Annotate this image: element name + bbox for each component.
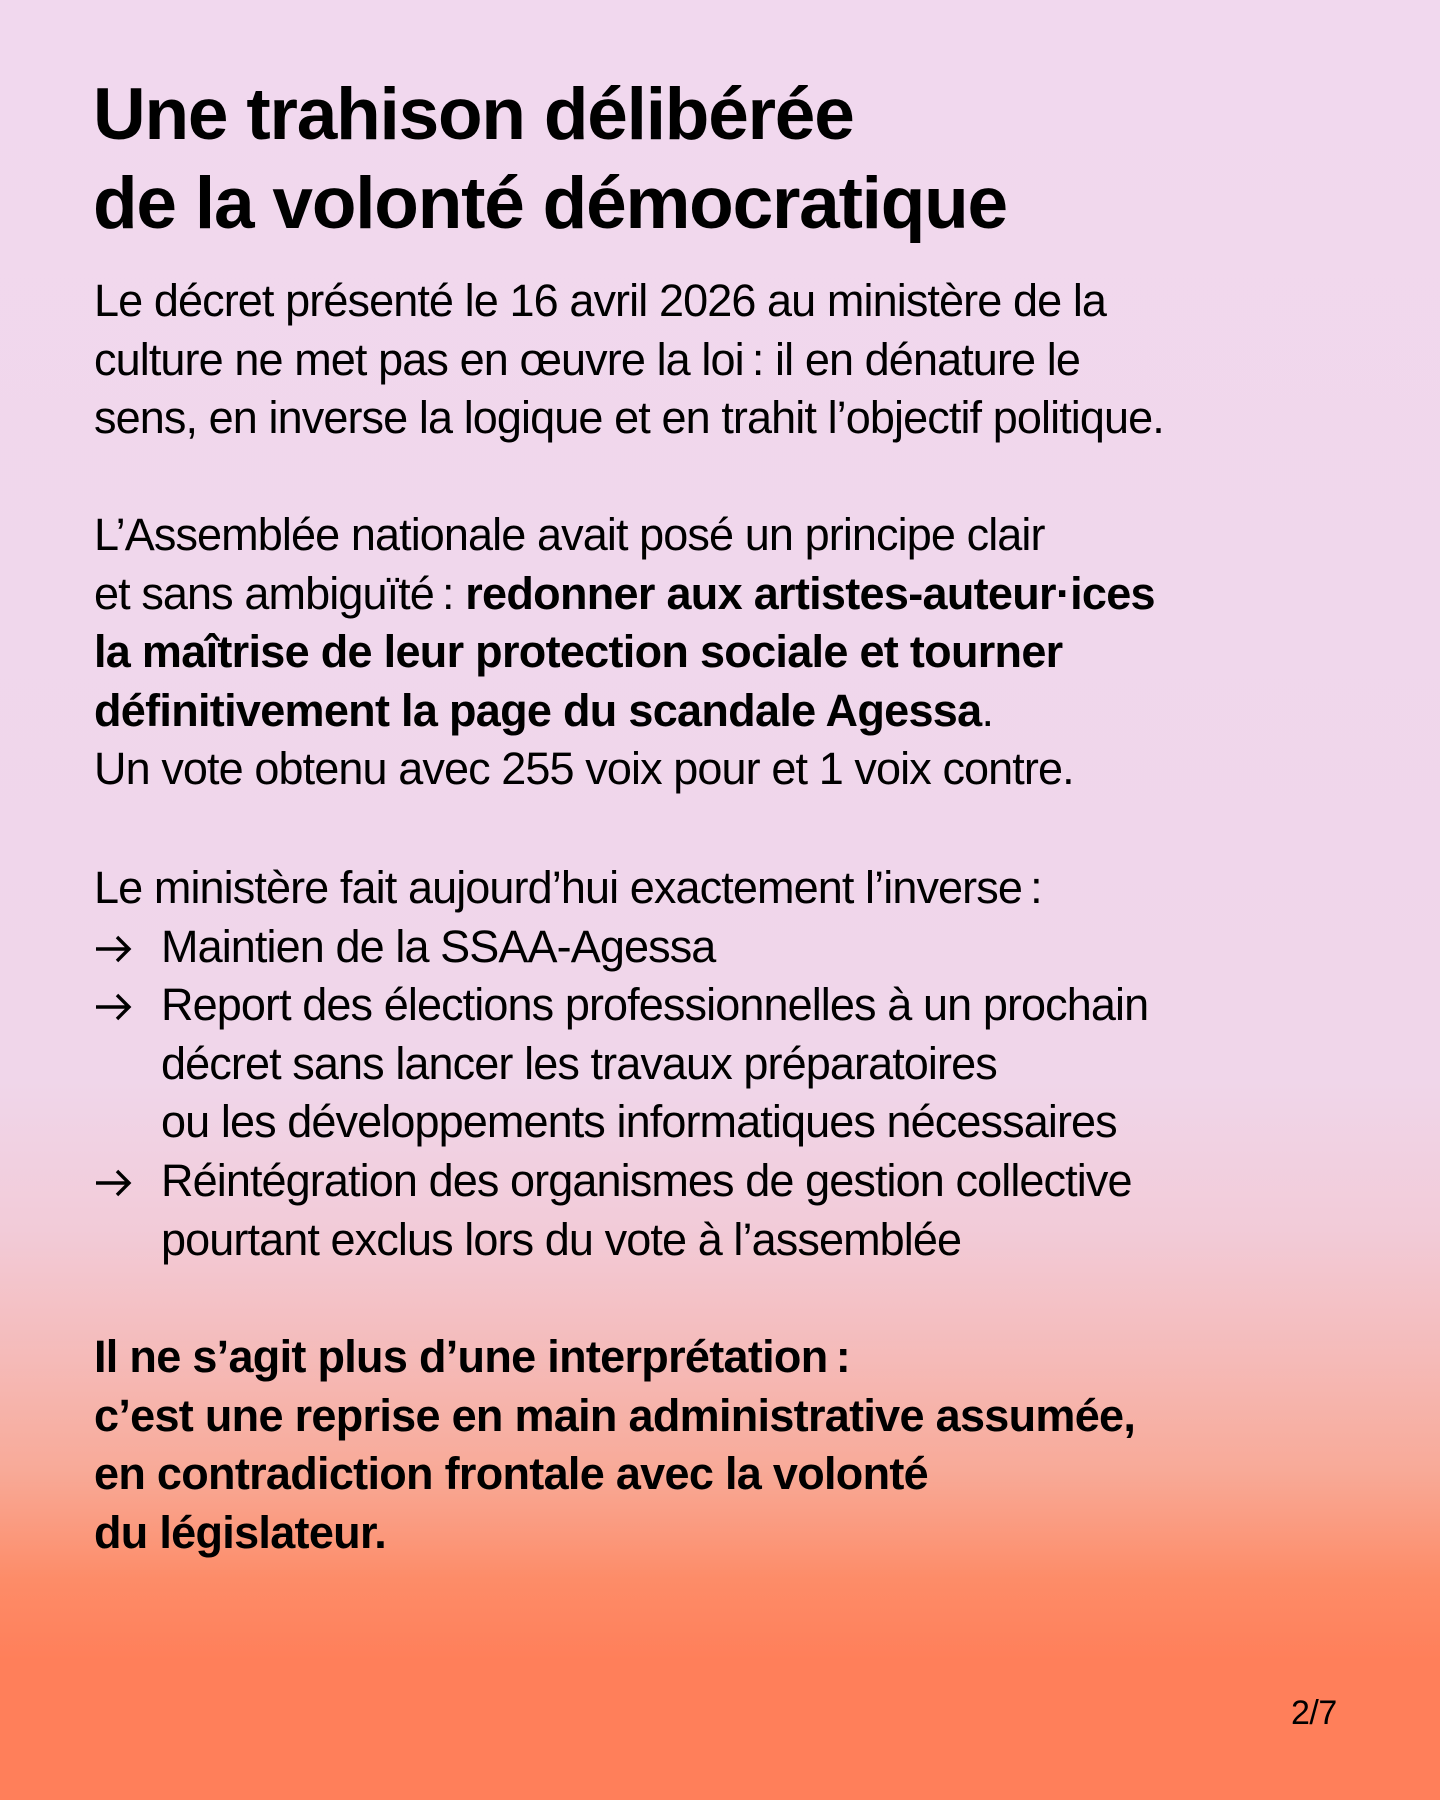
arrow-right-icon <box>94 918 136 964</box>
paragraph-decree <box>94 272 1164 448</box>
paragraph-text: et sans ambiguïté : <box>94 567 466 619</box>
paragraph-assembly <box>94 506 1155 799</box>
emphasis-text: redonner aux artistes-auteur·ices <box>465 567 1155 619</box>
paragraph-line: L’Assemblée nationale avait posé un principe clair <box>94 509 1045 560</box>
list-item-line: Maintien de la SSAA-Agessa <box>161 920 716 972</box>
title-line: de la volonté démocratique <box>93 163 1007 244</box>
title-line: Une trahison délibérée <box>93 74 854 155</box>
list-item-line: décret sans lancer les travaux préparatoires <box>161 1037 997 1089</box>
paragraph-ministry <box>94 859 1148 1269</box>
conclusion-line: c’est une reprise en main administrative assumée, <box>94 1389 1136 1441</box>
emphasis-line: la maîtrise de leur protection sociale et tourner <box>94 626 1063 678</box>
list-item <box>94 1152 1148 1269</box>
slide-title <box>93 70 1007 248</box>
arrow-right-icon <box>94 1152 136 1198</box>
list-item-line: pourtant exclus lors du vote à l’assemblée <box>161 1213 962 1265</box>
paragraph-text: . <box>981 684 994 736</box>
paragraph-line <box>94 682 1155 741</box>
conclusion-line: en contradiction frontale avec la volonté <box>94 1448 928 1500</box>
list-item-line: Réintégration des organismes de gestion collective <box>161 1154 1132 1206</box>
emphasis-text: définitivement la page du scandale Agessa <box>94 684 982 736</box>
paragraph-line: sens, en inverse la logique et en trahit l’objectif politique. <box>94 392 1164 444</box>
page-number: 2/7 <box>1291 1694 1337 1732</box>
list-item <box>94 918 1148 977</box>
arrow-right-icon <box>94 976 136 1022</box>
list-intro: Le ministère fait aujourd’hui exactement l’inverse : <box>94 862 1042 913</box>
list-item-line: ou les développements informatiques nécessaires <box>161 1096 1117 1148</box>
conclusion-line: Il ne s’agit plus d’une interprétation : <box>94 1331 851 1382</box>
conclusion-paragraph <box>94 1328 1135 1562</box>
paragraph-line: Le décret présenté le 16 avril 2026 au ministère de la <box>94 275 1107 326</box>
conclusion-line: du législateur. <box>94 1506 387 1558</box>
vote-result-line: Un vote obtenu avec 255 voix pour et 1 voix contre. <box>94 743 1074 795</box>
list-item <box>94 976 1148 1152</box>
paragraph-line: culture ne met pas en œuvre la loi : il en dénature le <box>94 333 1080 385</box>
paragraph-line <box>94 565 1155 624</box>
list-item-line: Report des élections professionnelles à un prochain <box>161 979 1149 1031</box>
